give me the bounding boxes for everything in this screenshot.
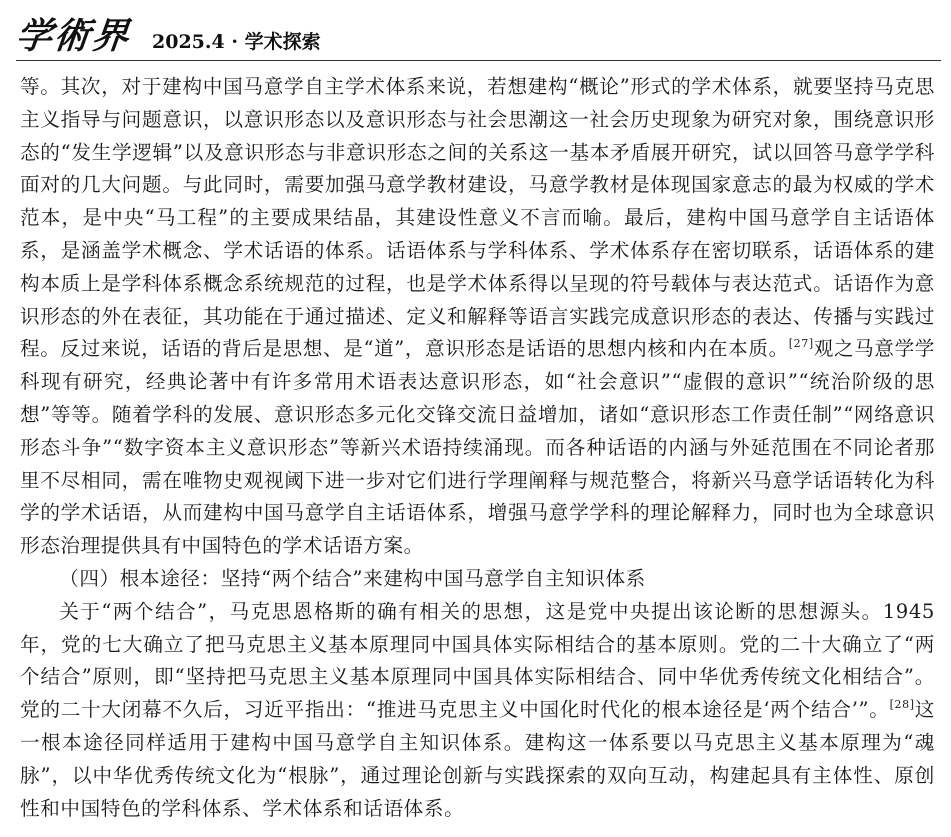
issue-label: 2025.4 · 学术探索 [152, 31, 321, 53]
footnote-ref-27[interactable]: [27] [788, 337, 814, 351]
running-header [13, 6, 941, 58]
paragraph-1-text-b: 观之马意学学科现有研究，经典论著中有许多常用术语表达意识形态，如“社会意识”“虚假的意识”“统治阶级的思想”等等。随着学科的发展、意识形态多元化交锋交流日益增加，诸如“意识形态工作责任制”“网络意识形态斗争”“数字资本主义意识形态”等新兴术语持续涌现。而各种话语的内涵与外延范围在不同论者那里不尽相同，需在唯物史观视阈下进一步对它们进行学理阐释与规范整合，将新兴马意学话语转化为科学的学术话语，从而建构中国马意学自主话语体系，增强马意学学科的理论解释力，同时也为全球意识形态治理提供具有中国特色的学术话语方案。 [20, 337, 935, 558]
paragraph-2-text-a: 关于“两个结合”，马克思恩格斯的确有相关的思想，这是党中央提出该论断的思想源头。1945年，党的七大确立了把马克思主义基本原理同中国具体实际相结合的基本原则。党的二十大确立了“两个结合”原则，即“坚持把马克思主义基本原理同中国具体实际相结合、同中华优秀传统文化相结合”。党的二十大闭幕不久后，习近平指出：“推进马克思主义中国化时代化的根本途径是‘两个结合’”。 [20, 599, 935, 722]
journal-logo: 学術界 [13, 15, 133, 57]
article-body [20, 71, 935, 825]
section-subheading: （四）根本途径：坚持“两个结合”来建构中国马意学自主知识体系 [59, 566, 646, 590]
paragraph-1 [20, 71, 935, 563]
paragraph-2-text-b: 这一根本途径同样适用于建构中国马意学自主知识体系。建构这一体系要以马克思主义基本原理为“魂脉”，以中华优秀传统文化为“根脉”，通过理论创新与实践探索的双向互动，构建起具有主体性、原创性和中国特色的学科体系、学术体系和话语体系。 [20, 698, 935, 820]
header-rule [16, 60, 941, 61]
paragraph-1-text-a: 等。其次，对于建构中国马意学自主学术体系来说，若想建构“概论”形式的学术体系，就要坚持马克思主义指导与问题意识，以意识形态以及意识形态与社会思潮这一社会历史现象为研究对象，围绕意识形态的“发生学逻辑”以及意识形态与非意识形态之间的关系这一基本矛盾展开研究，试以回答马意学学科面对的几大问题。与此同时，需要加强马意学教材建设，马意学教材是体现国家意志的最为权威的学术范本，是中央“马工程”的主要成果结晶，其建设性意义不言而喻。最后，建构中国马意学自主话语体系，是涵盖学术概念、学术话语的体系。话语体系与学科体系、学术体系存在密切联系，话语体系的建构本质上是学科体系概念系统规范的过程，也是学术体系得以呈现的符号载体与表达范式。话语作为意识形态的外在表征，其功能在于通过描述、定义和解释等语言实践完成意识形态的表达、传播与实践过程。反过来说，话语的背后是思想、是“道”，意识形态是话语的思想内核和内在本质。 [20, 75, 935, 361]
footnote-ref-28[interactable]: [28] [889, 698, 915, 712]
paragraph-2 [20, 596, 935, 826]
